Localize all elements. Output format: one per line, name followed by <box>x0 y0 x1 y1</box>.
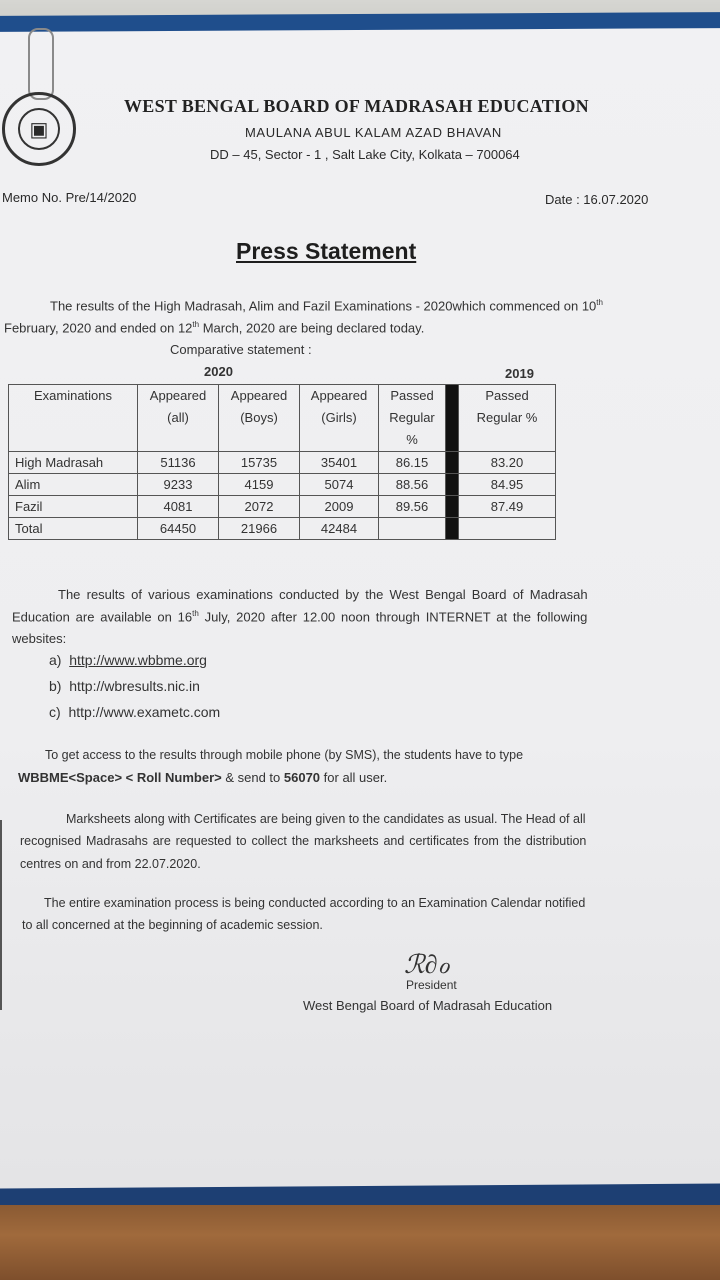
signatory-title: President <box>406 978 457 992</box>
org-name: WEST BENGAL BOARD OF MADRASAH EDUCATION <box>124 96 589 116</box>
results-line-2: Education are available on 16th July, 2020 after 12.00 noon through INTERNET at the following <box>12 609 588 625</box>
comparative-label: Comparative statement : <box>170 342 312 357</box>
cell-appeared-girls: 42484 <box>300 518 379 540</box>
year-separator <box>446 518 459 540</box>
cell-appeared-all: 4081 <box>138 496 219 518</box>
header-appeared-girls: Appeared (Girls) <box>300 385 379 452</box>
sms-line-2: WBBME<Space> < Roll Number> & send to 56070 for all user. <box>18 770 388 785</box>
website-link-wbbme[interactable]: http://www.wbbme.org <box>69 652 207 668</box>
list-marker: b) <box>49 678 62 694</box>
cell-appeared-boys: 21966 <box>219 518 300 540</box>
cell-pass-2019: 84.95 <box>459 474 556 496</box>
year-2020-label: 2020 <box>204 364 233 379</box>
cell-pass-2019 <box>459 518 556 540</box>
list-marker: c) <box>49 704 61 720</box>
year-2019-label: 2019 <box>505 366 534 381</box>
memo-number: Memo No. Pre/14/2020 <box>2 190 137 205</box>
cell-pass-2020: 89.56 <box>379 496 446 518</box>
address: DD – 45, Sector - 1 , Salt Lake City, Kolkata – 700064 <box>210 147 520 162</box>
cell-appeared-boys: 15735 <box>219 452 300 474</box>
marksheet-line-2: recognised Madrasahs are requested to collect the marksheets and certificates from the distribution <box>20 834 587 848</box>
cell-appeared-all: 64450 <box>138 518 219 540</box>
signatory-org: West Bengal Board of Madrasah Education <box>303 998 553 1013</box>
cell-appeared-girls: 5074 <box>300 474 379 496</box>
website-link-wbresults[interactable]: http://wbresults.nic.in <box>69 678 200 694</box>
header-examinations: Examinations <box>9 385 138 452</box>
marksheet-line-1: Marksheets along with Certificates are being given to the candidates as usual. The Head of all <box>66 812 586 826</box>
website-item-c <box>49 704 220 720</box>
year-separator <box>446 496 459 518</box>
header-passed-2019: Passed Regular % <box>459 385 556 452</box>
results-table <box>8 384 556 540</box>
cell-appeared-all: 9233 <box>138 474 219 496</box>
year-separator <box>446 452 459 474</box>
cell-appeared-girls: 2009 <box>300 496 379 518</box>
page-edge <box>0 820 6 1010</box>
table-row <box>9 518 556 540</box>
website-item-b <box>49 678 200 694</box>
book-icon: ▣ <box>18 108 60 150</box>
website-link-exametc[interactable]: http://www.exametc.com <box>68 704 221 720</box>
cell-appeared-boys: 2072 <box>219 496 300 518</box>
calendar-line-1: The entire examination process is being conducted according to an Examination Calendar notified <box>44 896 586 910</box>
cell-appeared-boys: 4159 <box>219 474 300 496</box>
cell-exam: Fazil <box>9 496 138 518</box>
cell-pass-2019: 87.49 <box>459 496 556 518</box>
table-header-row <box>9 385 556 452</box>
president-signature: ℛ∂ℴ <box>404 950 450 979</box>
website-item-a <box>49 652 207 668</box>
cell-appeared-all: 51136 <box>138 452 219 474</box>
cell-pass-2020: 86.15 <box>379 452 446 474</box>
year-separator <box>446 385 459 452</box>
calendar-line-2: to all concerned at the beginning of academic session. <box>22 918 323 932</box>
table-row <box>9 452 556 474</box>
table-row <box>9 496 556 518</box>
memo-date: Date : 16.07.2020 <box>545 192 649 207</box>
cell-pass-2020: 88.56 <box>379 474 446 496</box>
cell-pass-2019: 83.20 <box>459 452 556 474</box>
header-appeared-boys: Appeared (Boys) <box>219 385 300 452</box>
header-passed-2020: Passed Regular % <box>379 385 446 452</box>
list-marker: a) <box>49 652 62 668</box>
cell-pass-2020 <box>379 518 446 540</box>
table-row <box>9 474 556 496</box>
sms-line-1: To get access to the results through mobile phone (by SMS), the students have to type <box>45 748 524 762</box>
cell-exam: High Madrasah <box>9 452 138 474</box>
header-appeared-all: Appeared (all) <box>138 385 219 452</box>
intro-line-1: The results of the High Madrasah, Alim and Fazil Examinations - 2020which commenced on 10th <box>50 298 603 314</box>
paper-clip-icon <box>28 28 54 100</box>
wooden-table <box>0 1205 720 1280</box>
results-line-1: The results of various examinations conducted by the West Bengal Board of Madrasah <box>58 587 588 602</box>
building-name: MAULANA ABUL KALAM AZAD BHAVAN <box>245 125 502 140</box>
board-seal-logo <box>2 92 76 166</box>
cell-appeared-girls: 35401 <box>300 452 379 474</box>
marksheet-line-3: centres on and from 22.07.2020. <box>20 857 201 871</box>
intro-line-2: February, 2020 and ended on 12th March, 2020 are being declared today. <box>4 320 425 336</box>
year-separator <box>446 474 459 496</box>
results-line-3: websites: <box>12 631 67 646</box>
cell-exam: Total <box>9 518 138 540</box>
cell-exam: Alim <box>9 474 138 496</box>
page-title: Press Statement <box>236 238 417 264</box>
